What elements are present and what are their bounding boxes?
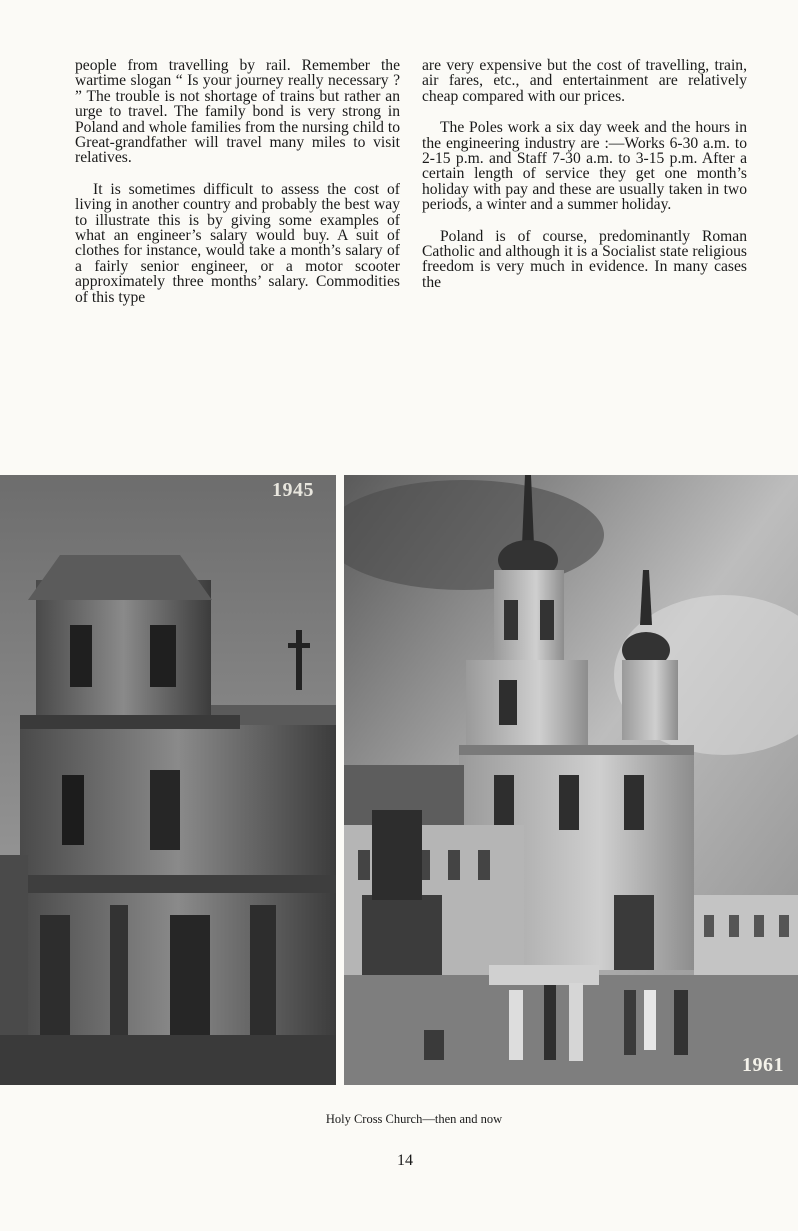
page-number: 14 [397,1152,413,1169]
photo-caption: Holy Cross Church—then and now [325,1112,503,1126]
text-column-left [75,58,400,321]
paragraph: are very expensive but the cost of travelling, train, air fares, etc., and entertainment are relatively cheap compared with our prices. [422,57,747,105]
text-column-right [422,58,747,306]
year-label-1945: 1945 [272,479,314,501]
photo-church-1961 [344,475,798,1085]
paragraph: people from travelling by rail. Remember the wartime slogan “ Is your journey really necessary ? ” The trouble is not shortage of trains but rather an urge to travel. The family bond is very strong in Poland and whole families from the nursing child to Great-grandfather will travel many miles to visit relatives. [75,57,400,167]
paragraph: Poland is of course, predominantly Roman Catholic and although it is a Socialist state religious freedom is very much in evidence. In many cases the [422,227,747,291]
paragraph: The Poles work a six day week and the hours in the engineering industry are :—Works 6-30 a.m. to 2-15 p.m. and Staff 7-30 a.m. to 3-15 p.m. After a certain length of service they get one month’s holiday with pay and these are usually taken in two periods, a winter and a summer holiday. [422,119,747,214]
photo-church-1945 [0,475,336,1085]
restored-church-image [344,475,798,1085]
ruined-church-image [0,475,336,1085]
year-label-1961: 1961 [742,1054,784,1076]
paragraph: It is sometimes difficult to assess the cost of living in another country and probably the best way to illustrate this is by giving some examples of what an engineer’s salary would buy. A suit of clothes for instance, would take a month’s salary of a fairly senior engineer, or a motor scooter approximately three months’ salary. Commodities of this type [75,180,400,306]
